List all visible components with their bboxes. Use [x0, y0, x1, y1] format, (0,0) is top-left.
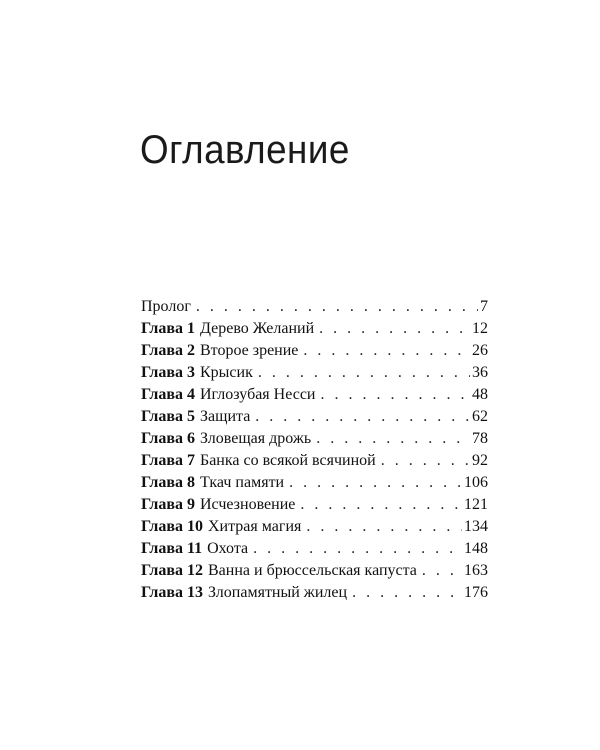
- toc-entry-chapter-7: [141, 450, 488, 472]
- dot-leader: [422, 560, 462, 582]
- dot-leader: [196, 296, 478, 318]
- dot-leader: [258, 362, 470, 384]
- toc-entry-page: 134: [464, 518, 488, 535]
- toc-entry-chapter-4: [141, 384, 488, 406]
- dot-leader: [303, 340, 470, 362]
- toc-entry-name: Ткач памяти: [200, 474, 285, 491]
- toc-entry-chapter-5: [141, 406, 488, 428]
- toc-entry-name: Злопамятный жилец: [208, 584, 348, 601]
- toc-entry-prologue: [141, 296, 488, 318]
- toc-entry-name: Исчезновение: [200, 496, 296, 513]
- toc-entry-chapter-label: Глава 1: [141, 320, 195, 337]
- toc-entry-name: Крысик: [200, 364, 253, 381]
- toc-entry-chapter-8: [141, 472, 488, 494]
- dot-leader: [289, 472, 462, 494]
- toc-entry-chapter-label: Глава 10: [141, 518, 203, 535]
- toc-entry-chapter-label: Глава 2: [141, 342, 195, 359]
- toc-entry-page: 48: [472, 386, 488, 403]
- dot-leader: [316, 428, 470, 450]
- toc-entry-page: 121: [464, 496, 488, 513]
- toc-entry-chapter-label: Глава 3: [141, 364, 195, 381]
- toc-entry-page: 12: [472, 320, 488, 337]
- toc-entry-page: 92: [472, 452, 488, 469]
- toc-entry-chapter-label: Глава 6: [141, 430, 195, 447]
- toc-entry-page: 7: [480, 298, 488, 315]
- toc-entry-name: Дерево Желаний: [200, 320, 315, 337]
- toc-entry-chapter-label: Глава 4: [141, 386, 195, 403]
- toc-entry-chapter-label: Глава 5: [141, 408, 195, 425]
- toc-entry-name: Ванна и брюссельская капуста: [208, 562, 417, 579]
- toc-entry-chapter-6: [141, 428, 488, 450]
- toc-entry-chapter-3: [141, 362, 488, 384]
- dot-leader: [253, 538, 462, 560]
- toc-entry-name: Пролог: [141, 298, 191, 315]
- dot-leader: [352, 582, 462, 604]
- toc-entry-name: Иглозубая Несси: [200, 386, 316, 403]
- toc-entry-name: Банка со всякой всячиной: [200, 452, 376, 469]
- toc-entry-chapter-label: Глава 9: [141, 496, 195, 513]
- dot-leader: [381, 450, 470, 472]
- toc-entry-name: Второе зрение: [200, 342, 299, 359]
- toc-entry-page: 36: [472, 364, 488, 381]
- toc-entry-chapter-9: [141, 494, 488, 516]
- toc-entry-page: 176: [464, 584, 488, 601]
- toc-entry-page: 78: [472, 430, 488, 447]
- dot-leader: [255, 406, 470, 428]
- toc-entry-name: Охота: [207, 540, 249, 557]
- toc-entry-name: Хитрая магия: [208, 518, 302, 535]
- toc-entry-chapter-11: [141, 538, 488, 560]
- toc-entry-chapter-label: Глава 11: [141, 540, 203, 557]
- dot-leader: [300, 494, 462, 516]
- toc-entry-page: 26: [472, 342, 488, 359]
- page-title: Оглавление: [140, 128, 350, 172]
- toc-entry-name: Защита: [200, 408, 251, 425]
- table-of-contents: [141, 296, 488, 604]
- toc-entry-chapter-1: [141, 318, 488, 340]
- toc-entry-page: 148: [464, 540, 488, 557]
- toc-entry-chapter-label: Глава 8: [141, 474, 195, 491]
- toc-entry-chapter-2: [141, 340, 488, 362]
- toc-entry-chapter-12: [141, 560, 488, 582]
- dot-leader: [319, 318, 470, 340]
- toc-entry-chapter-label: Глава 12: [141, 562, 203, 579]
- toc-entry-page: 62: [472, 408, 488, 425]
- toc-entry-chapter-10: [141, 516, 488, 538]
- toc-entry-name: Зловещая дрожь: [200, 430, 312, 447]
- dot-leader: [306, 516, 462, 538]
- toc-entry-chapter-13: [141, 582, 488, 604]
- toc-entry-page: 163: [464, 562, 488, 579]
- toc-entry-page: 106: [464, 474, 488, 491]
- toc-entry-chapter-label: Глава 13: [141, 584, 203, 601]
- toc-entry-chapter-label: Глава 7: [141, 452, 195, 469]
- dot-leader: [320, 384, 470, 406]
